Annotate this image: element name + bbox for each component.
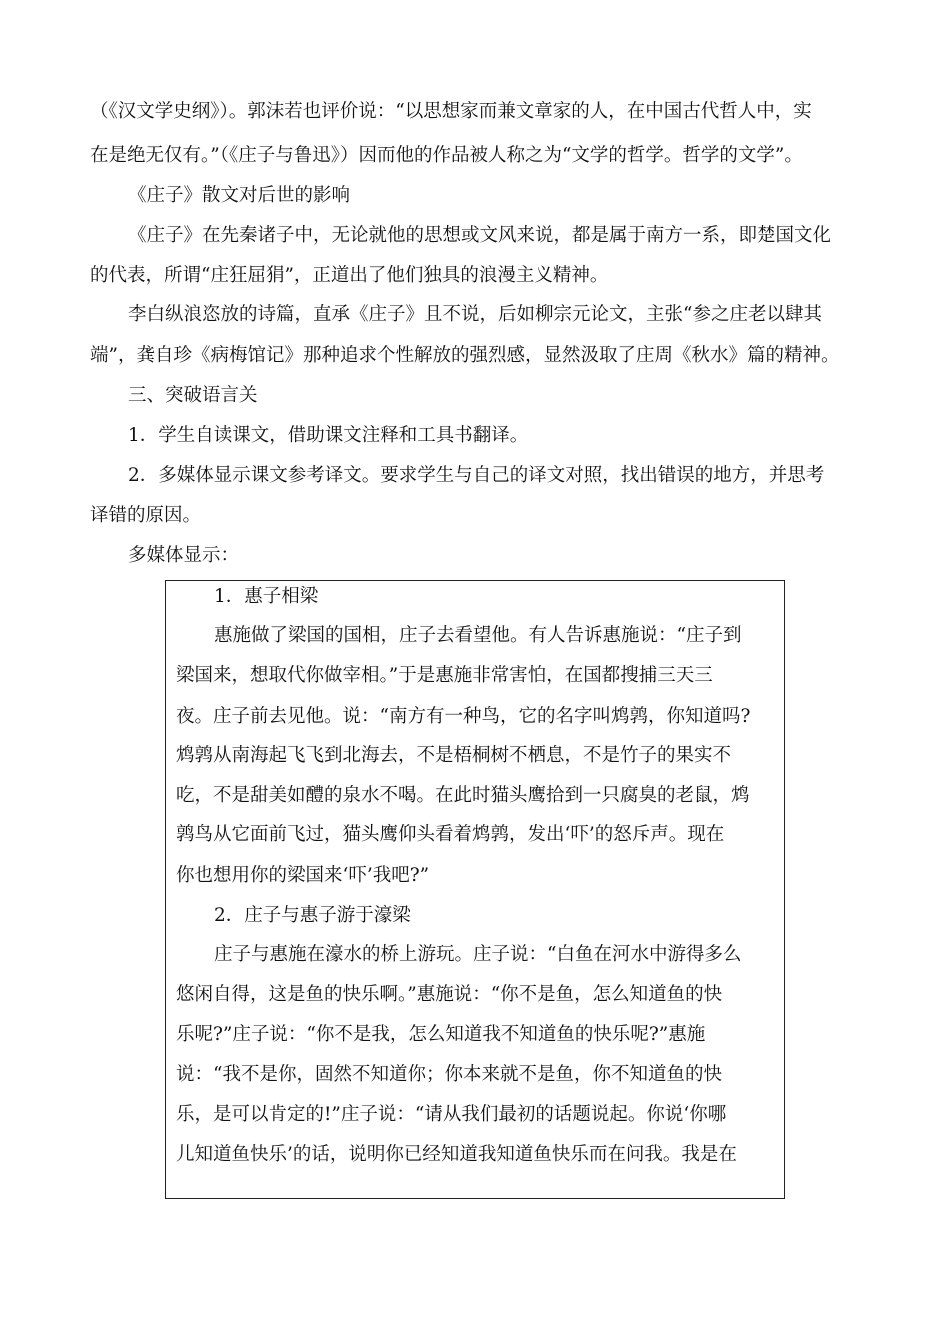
list-item: 1．学生自读课文，借助课文注释和工具书翻译。	[128, 425, 529, 446]
story-line: 悠闲自得，这是鱼的快乐啊。”惠施说：“你不是鱼，怎么知道鱼的快	[176, 984, 723, 1005]
story-line: 夜。庄子前去见他。说：“南方有一种鸟，它的名字叫鸩鹑，你知道吗?	[176, 706, 751, 727]
translation-box	[165, 580, 785, 1199]
story-title: 1．惠子相梁	[214, 586, 319, 607]
media-label: 多媒体显示：	[128, 545, 240, 566]
story-line: 乐，是可以肯定的!”庄子说：“请从我们最初的话题说起。你说‘你哪	[176, 1104, 727, 1125]
paragraph-line: 的代表，所谓“庄狂屈狷”，正道出了他们独具的浪漫主义精神。	[90, 265, 609, 286]
list-item-continuation: 译错的原因。	[90, 505, 202, 526]
section-heading: 三、突破语言关	[128, 385, 258, 406]
paragraph-line: 在是绝无仅有。”（《庄子与鲁迅》）因而他的作品被人称之为“文学的哲学。哲学的文学”。	[90, 145, 803, 166]
paragraph-line: 端”，龚自珍《病梅馆记》那种追求个性解放的强烈感，显然汲取了庄周《秋水》篇的精神。	[90, 345, 840, 366]
paragraph-line: （《汉文学史纲》）。郭沫若也评价说：“以思想家而兼文章家的人，在中国古代哲人中，实	[90, 101, 812, 122]
story-line: 你也想用你的梁国来‘吓’我吧?”	[176, 865, 430, 886]
story-line: 鸩鹑从南海起飞飞到北海去，不是梧桐树不栖息，不是竹子的果实不	[176, 745, 732, 766]
list-item: 2．多媒体显示课文参考译文。要求学生与自己的译文对照，找出错误的地方，并思考	[128, 465, 825, 486]
story-line: 庄子与惠施在濠水的桥上游玩。庄子说：“白鱼在河水中游得多么	[214, 944, 742, 965]
section-heading: 《庄子》散文对后世的影响	[128, 185, 351, 206]
story-line: 梁国来，想取代你做宰相。”于是惠施非常害怕，在国都搜捕三天三	[176, 665, 713, 686]
story-title: 2．庄子与惠子游于濠梁	[214, 905, 411, 926]
story-line: 惠施做了梁国的国相，庄子去看望他。有人告诉惠施说：“庄子到	[214, 625, 742, 646]
story-line: 鹑鸟从它面前飞过，猫头鹰仰头看着鸩鹑，发出‘吓’的怒斥声。现在	[176, 824, 725, 845]
paragraph-line: 李白纵浪恣放的诗篇，直承《庄子》且不说，后如柳宗元论文，主张“参之庄老以肆其	[128, 304, 822, 325]
story-line: 吃，不是甜美如醴的泉水不喝。在此时猫头鹰拾到一只腐臭的老鼠，鸩	[176, 785, 750, 806]
story-line: 乐呢?”庄子说：“你不是我，怎么知道我不知道鱼的快乐呢?”惠施	[176, 1024, 706, 1045]
story-line: 说：“我不是你，固然不知道你；你本来就不是鱼，你不知道鱼的快	[176, 1064, 722, 1085]
story-line: 儿知道鱼快乐’的话，说明你已经知道我知道鱼快乐而在问我。我是在	[176, 1144, 737, 1165]
paragraph-line: 《庄子》在先秦诸子中，无论就他的思想或文风来说，都是属于南方一系，即楚国文化	[128, 225, 832, 246]
